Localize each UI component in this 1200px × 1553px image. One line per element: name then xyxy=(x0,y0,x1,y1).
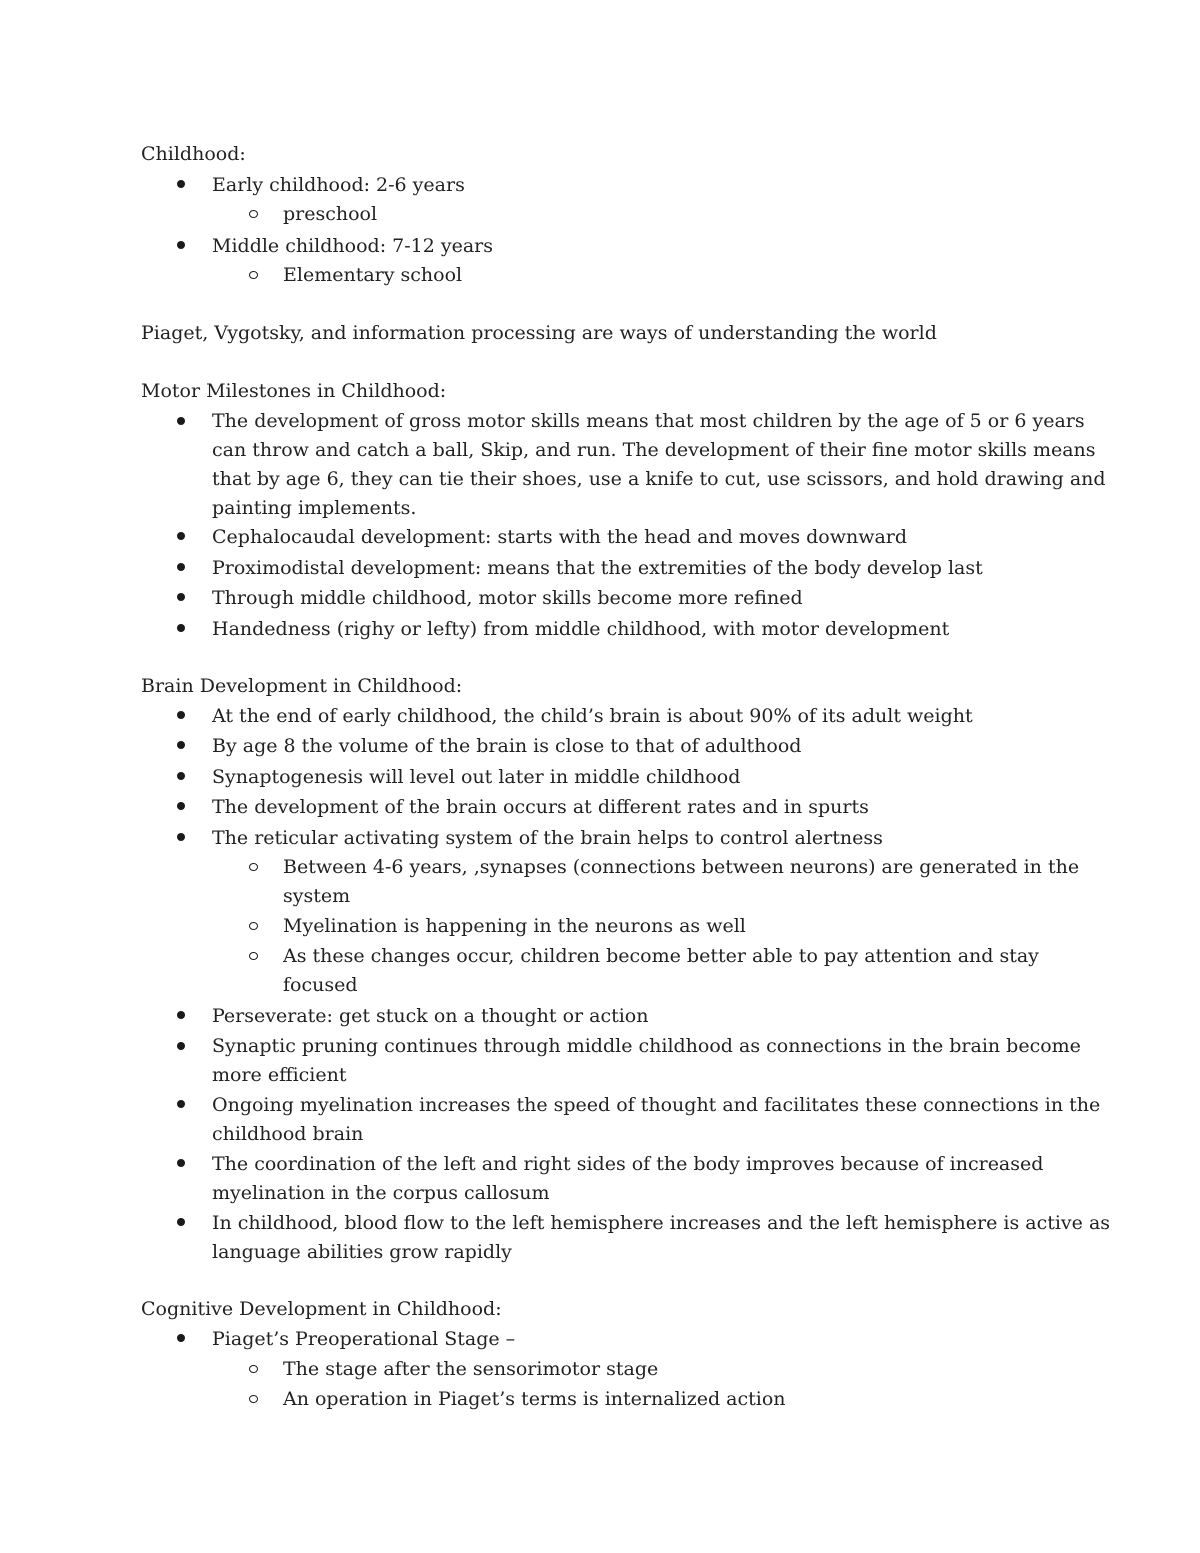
brain-heading: Brain Development in Childhood: xyxy=(141,675,463,697)
bullet-disc-icon xyxy=(177,711,185,719)
bullet-circle-icon xyxy=(249,922,258,930)
cognitive-heading: Cognitive Development in Childhood: xyxy=(141,1298,502,1320)
bullet-disc-icon xyxy=(177,563,185,571)
cognitive-item-preoperational: Piaget’s Preoperational Stage – xyxy=(212,1328,516,1350)
cognitive-subitem-operation: An operation in Piaget’s terms is internalized action xyxy=(283,1388,786,1410)
brain-item-rates: The development of the brain occurs at different rates and in spurts xyxy=(212,796,869,818)
bullet-disc-icon xyxy=(177,772,185,780)
bullet-circle-icon xyxy=(249,863,258,871)
brain-subitem-line: focused xyxy=(283,974,358,996)
bullet-circle-icon xyxy=(249,210,258,218)
brain-subitem-line: Between 4-6 years, ,synapses (connections between neurons) are generated in the xyxy=(283,856,1080,878)
childhood-heading: Childhood: xyxy=(141,143,246,165)
brain-item-reticular: The reticular activating system of the brain helps to control alertness xyxy=(212,827,883,849)
brain-item-line: childhood brain xyxy=(212,1123,364,1145)
motor-item-line: The development of gross motor skills means that most children by the age of 5 or 6 years xyxy=(212,410,1085,432)
bullet-disc-icon xyxy=(177,1334,185,1342)
bullet-disc-icon xyxy=(177,1159,185,1167)
brain-subitem-myelination: Myelination is happening in the neurons as well xyxy=(283,915,746,937)
brain-item-line: Synaptic pruning continues through middle childhood as connections in the brain become xyxy=(212,1035,1081,1057)
bullet-disc-icon xyxy=(177,241,185,249)
motor-item-refined: Through middle childhood, motor skills become more refined xyxy=(212,587,803,609)
motor-item-line: painting implements. xyxy=(212,497,417,519)
bullet-circle-icon xyxy=(249,271,258,279)
brain-item-line: The coordination of the left and right sides of the body improves because of increased xyxy=(212,1153,1044,1175)
bullet-circle-icon xyxy=(249,952,258,960)
motor-item-line: can throw and catch a ball, Skip, and run. The development of their fine motor skills means xyxy=(212,439,1096,461)
bullet-disc-icon xyxy=(177,1218,185,1226)
brain-item-line: language abilities grow rapidly xyxy=(212,1241,512,1263)
bullet-disc-icon xyxy=(177,593,185,601)
piaget-note: Piaget, Vygotsky, and information processing are ways of understanding the world xyxy=(141,322,937,344)
brain-item-volume: By age 8 the volume of the brain is close to that of adulthood xyxy=(212,735,802,757)
bullet-disc-icon xyxy=(177,1042,185,1050)
bullet-disc-icon xyxy=(177,417,185,425)
bullet-disc-icon xyxy=(177,1011,185,1019)
bullet-circle-icon xyxy=(249,1365,258,1373)
cognitive-subitem-sensorimotor: The stage after the sensorimotor stage xyxy=(283,1358,659,1380)
motor-item-handedness: Handedness (righy or lefty) from middle childhood, with motor development xyxy=(212,618,950,640)
brain-item-line: In childhood, blood flow to the left hemisphere increases and the left hemisphere is active as xyxy=(212,1212,1111,1234)
brain-item-line: Ongoing myelination increases the speed of thought and facilitates these connections in the xyxy=(212,1094,1101,1116)
childhood-item-early: Early childhood: 2-6 years xyxy=(212,174,465,196)
brain-item-perseverate: Perseverate: get stuck on a thought or action xyxy=(212,1005,649,1027)
motor-item-proximodistal: Proximodistal development: means that the extremities of the body develop last xyxy=(212,557,983,579)
bullet-circle-icon xyxy=(249,1395,258,1403)
bullet-disc-icon xyxy=(177,741,185,749)
bullet-disc-icon xyxy=(177,833,185,841)
childhood-subitem-preschool: preschool xyxy=(283,203,378,225)
brain-item-line: myelination in the corpus callosum xyxy=(212,1182,550,1204)
bullet-disc-icon xyxy=(177,624,185,632)
childhood-subitem-elementary: Elementary school xyxy=(283,264,463,286)
brain-item-weight: At the end of early childhood, the child’s brain is about 90% of its adult weight xyxy=(212,705,973,727)
brain-subitem-line: As these changes occur, children become better able to pay attention and stay xyxy=(283,945,1039,967)
bullet-disc-icon xyxy=(177,802,185,810)
brain-item-line: more efficient xyxy=(212,1064,347,1086)
motor-item-line: that by age 6, they can tie their shoes, use a knife to cut, use scissors, and hold drawing and xyxy=(212,468,1106,490)
childhood-item-middle: Middle childhood: 7-12 years xyxy=(212,235,493,257)
motor-heading: Motor Milestones in Childhood: xyxy=(141,380,447,402)
bullet-disc-icon xyxy=(177,532,185,540)
brain-item-synaptogenesis: Synaptogenesis will level out later in middle childhood xyxy=(212,766,741,788)
motor-item-cephalocaudal: Cephalocaudal development: starts with the head and moves downward xyxy=(212,526,908,548)
bullet-disc-icon xyxy=(177,1100,185,1108)
brain-subitem-line: system xyxy=(283,885,351,907)
bullet-disc-icon xyxy=(177,180,185,188)
